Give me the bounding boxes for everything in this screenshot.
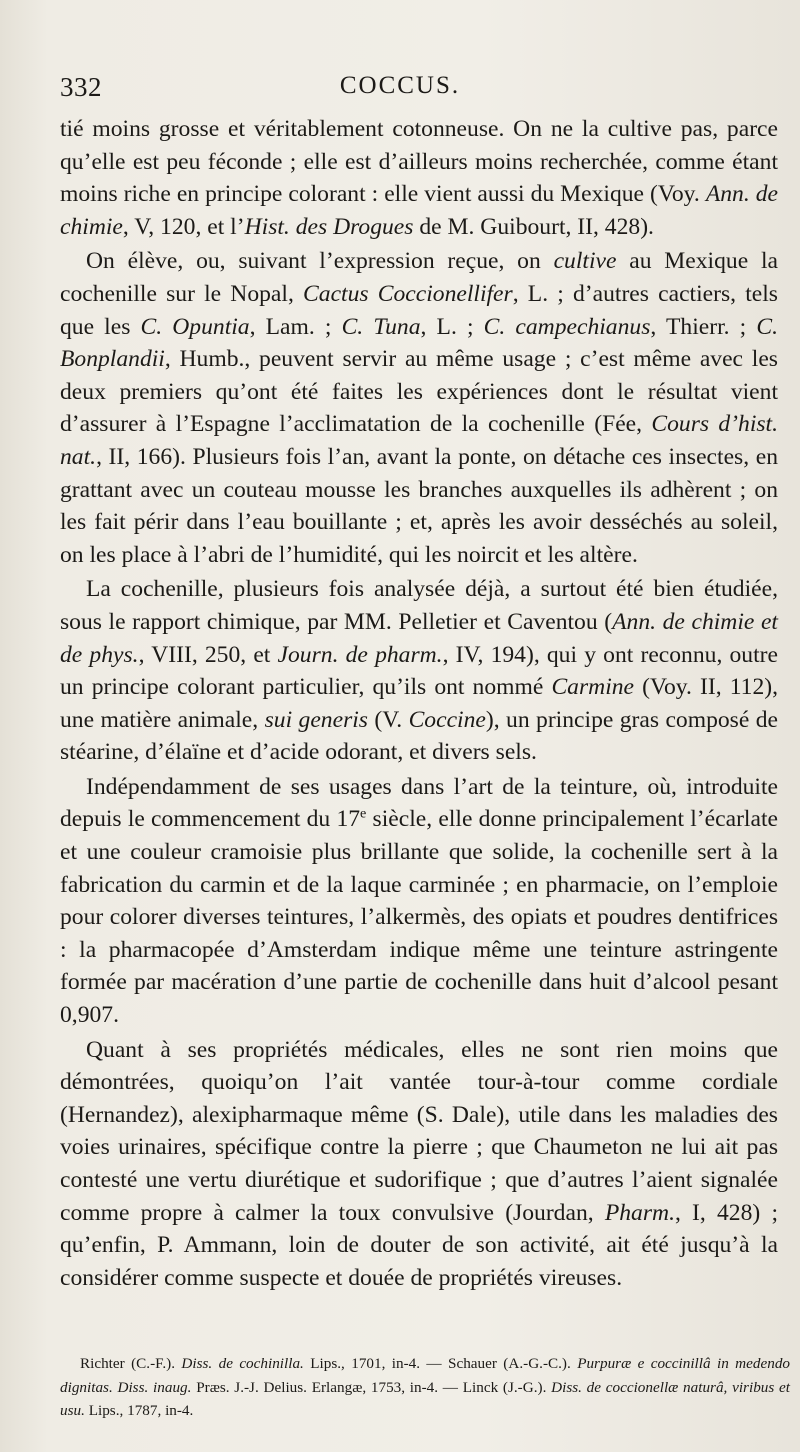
italic-text: Journ. de pharm. (277, 641, 443, 668)
footnote-text (60, 1352, 790, 1423)
text-run: tié moins grosse et véritablement cotonneuse. On ne la cultive pas, parce qu’elle est peu féconde ; elle est d’ailleurs moins recherchée, comme étant moins riche en principe colorant : elle vient aussi du Mexique (Voy. (60, 116, 778, 208)
paragraph (60, 771, 778, 1032)
text-run: , L. ; d’autres cactiers, tels que les (60, 280, 778, 340)
text-run: au Mexique la cochenille sur le Nopal, (60, 248, 778, 307)
italic-text: C. Opuntia (140, 313, 250, 340)
italic-text: Hist. des Drogues (244, 213, 414, 240)
superscript: e (360, 805, 367, 822)
text-run: siècle, elle donne principalement l’écarlate et une couleur cramoisie plus brillante que solide, la cochenille sert à la fabrication du carmin et de la laque carminée ; en pharmacie, on l’emploie pour colorer diverses teintures, l’alkermès, des opiats et poudres dentifrices : la pharmacopée d’Amsterdam indique même une teinture astringente formée par macération d’une partie de cochenille dans huit d’alcool pesant 0,907. (60, 806, 778, 1029)
italic-text: cultive (553, 248, 617, 275)
italic-text: Ann. de chimie (60, 181, 778, 240)
text-run: , Lam. ; (249, 313, 342, 340)
text-run: (Voy. II, 112), une matière animale, (60, 674, 778, 733)
text-run: Præs. J.-J. Delius. Erlangæ, 1753, in-4. — Linck (J.-G.). (191, 1378, 552, 1396)
text-run: ), un principe gras composé de stéarine, d’élaïne et d’acide odorant, et divers sels. (60, 706, 778, 766)
text-run: La cochenille, plusieurs fois analysée déjà, a surtout été bien étudiée, sous le rapport chimique, par MM. Pelletier et Caventou ( (60, 576, 778, 635)
italic-text: Diss. de coccionellæ naturâ, viribus et usu. (60, 1378, 790, 1419)
body-text (60, 113, 778, 1294)
italic-text: Cours d’hist. nat. (60, 411, 779, 470)
page-number: 332 (60, 72, 102, 102)
text-run: , I, 428) ; qu’enfin, P. Ammann, loin de douter de son activité, ait été jusqu’à la considérer comme suspecte et douée de propriétés vireuses. (60, 1199, 778, 1291)
text-run: Richter (C.-F.). (80, 1355, 182, 1372)
text-run: , IV, 194), qui y ont reconnu, outre un principe colorant particulier, qu’ils ont nommé (60, 641, 778, 701)
italic-text: Purpuræ e coccinillâ in medendo dignitas. Diss. inaug. (60, 1355, 791, 1396)
text-run: , VIII, 250, et (138, 641, 278, 668)
italic-text: Coccine (408, 706, 486, 733)
italic-text: C. campechianus (483, 313, 651, 340)
italic-text: Ann. de chimie et de phys. (60, 608, 778, 668)
paragraph (60, 1034, 778, 1295)
italic-text: Pharm. (604, 1199, 675, 1226)
text-run: , Thierr. ; (650, 313, 757, 340)
paragraph (60, 113, 778, 243)
italic-text: C. Tuna (341, 313, 421, 340)
text-run: , V, 120, et l’ (122, 213, 245, 240)
text-run: de M. Guibourt, II, 428). (413, 213, 654, 240)
text-run: , II, 166). Plusieurs fois l’an, avant la ponte, on détache ces insectes, en grattant avec un couteau mousse les branches auxquelles ils adhèrent ; on les fait périr dans l’eau bouillante ; et, après les avoir desséchés au soleil, on les place à l’abri de l’humidité, qui les noircit et les altère. (60, 443, 778, 568)
bibliography-footnote (60, 1352, 790, 1423)
page-header (0, 72, 800, 112)
italic-text: C. Bonplandii (60, 313, 778, 373)
paragraph (60, 245, 778, 571)
italic-text: Carmine (551, 674, 635, 701)
text-run: , Humb., peuvent servir au même usage ; c’est même avec les deux premiers qu’ont été faites les expériences dont le résultat vient d’assurer à l’Espagne l’acclimatation de la cochenille (Fée, (60, 346, 778, 438)
text-run: On élève, ou, suivant l’expression reçue, on (86, 248, 554, 275)
text-run: Lips., 1701, in-4. — Schauer (A.-G.-C.). (303, 1355, 578, 1372)
text-run: (V. (368, 706, 409, 733)
paragraph (60, 573, 778, 769)
text-run: Quant à ses propriétés médicales, elles ne sont rien moins que démontrées, quoiqu’on l’ait vantée tour-à-tour comme cordiale (Hernandez), alexipharmaque même (S. Dale), utile dans les maladies des voies urinaires, spécifique contre la pierre ; que Chaumeton ne lui ait pas contesté une vertu diurétique et sudorifique ; que d’autres l’aient signalée comme propre à calmer la toux convulsive (Jourdan, (60, 1036, 778, 1226)
italic-text: Diss. de cochinilla. (181, 1355, 304, 1372)
italic-text: Cactus Coccionellifer (303, 280, 513, 307)
italic-text: sui generis (264, 706, 368, 733)
text-run: Indépendamment de ses usages dans l’art de la teinture, où, introduite depuis le commencement du 17 (60, 773, 778, 833)
running-head: COCCUS. (339, 72, 461, 99)
text-run: Lips., 1787, in-4. (84, 1402, 194, 1419)
text-run: , L. ; (420, 313, 484, 340)
